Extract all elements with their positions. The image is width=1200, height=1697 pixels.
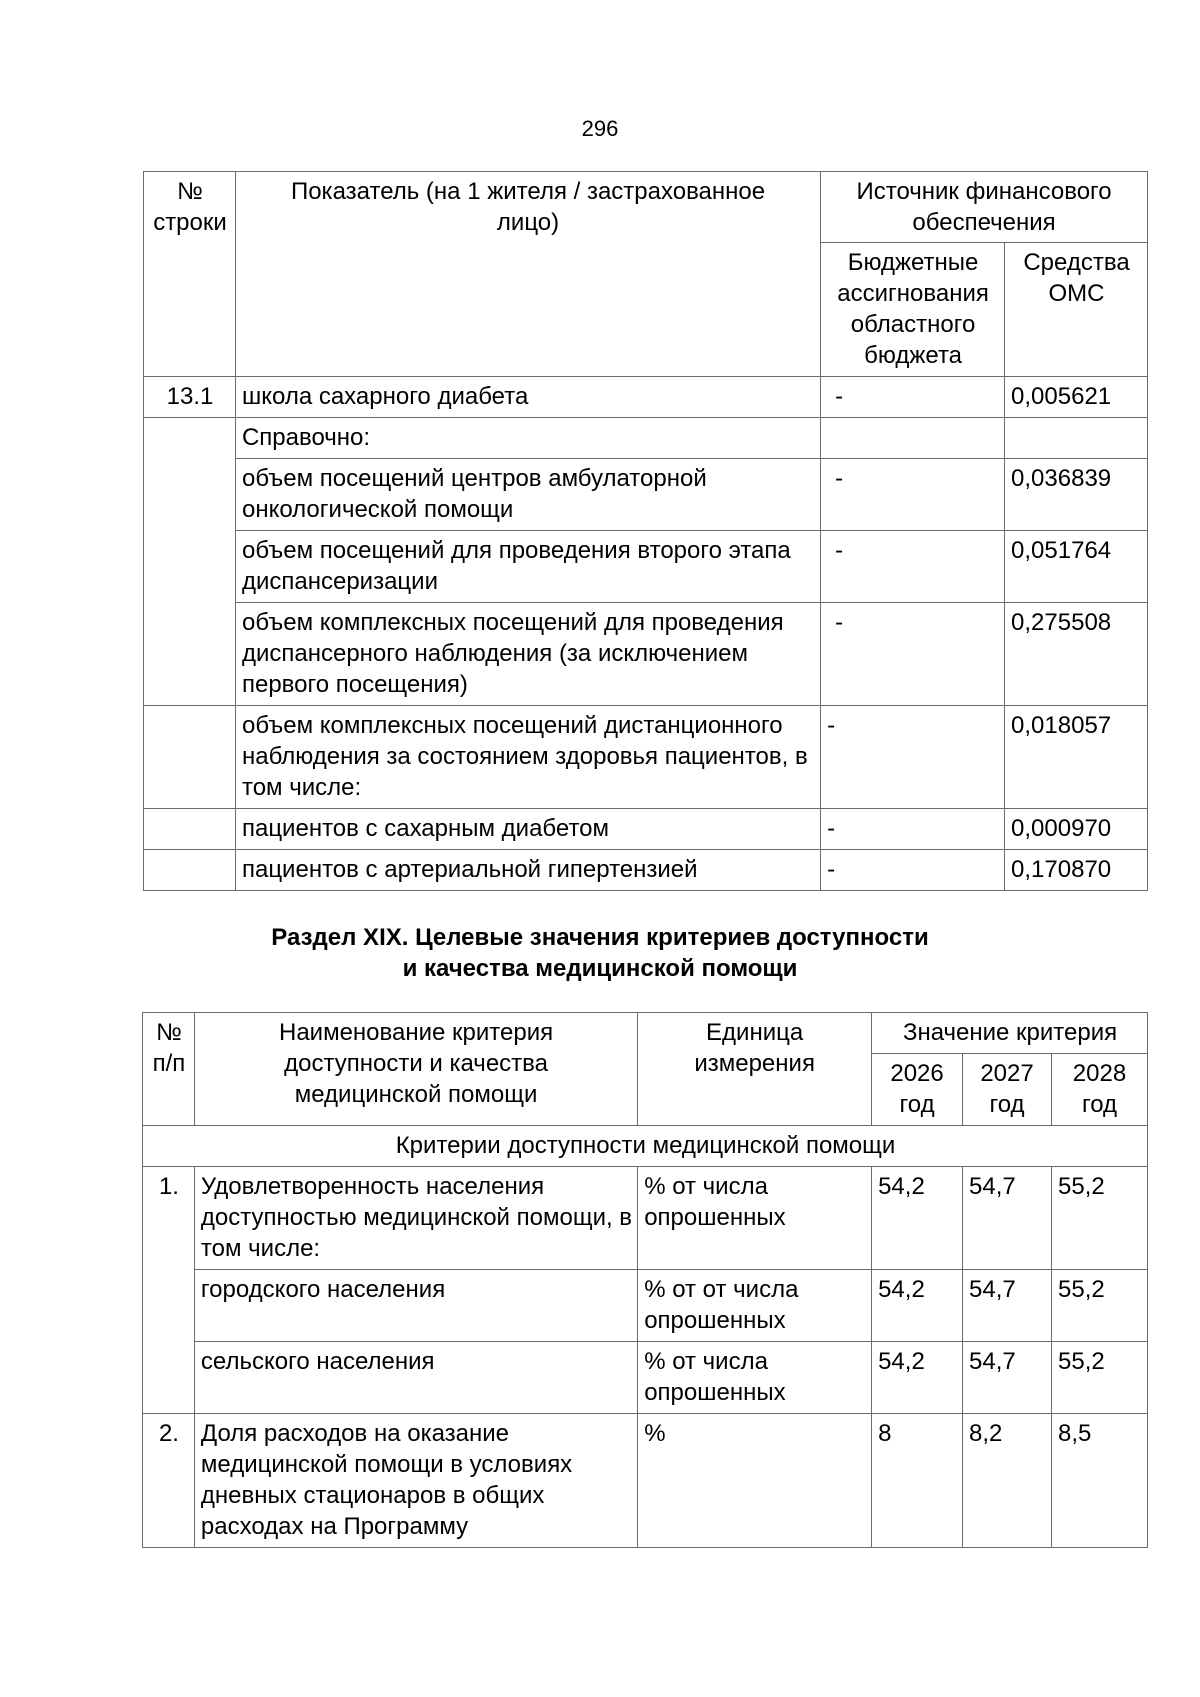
oms-value — [1005, 418, 1148, 459]
indicator-name: объем комплексных посещений дистанционного наблюдения за состоянием здоровья пациентов, в том числе: — [235, 706, 820, 809]
header-indicator: Показатель (на 1 жителя / застрахованное лицо) — [235, 172, 820, 377]
value-2027: 54,7 — [963, 1270, 1052, 1342]
unit-value: % от числа опрошенных — [638, 1342, 872, 1414]
indicator-name: Справочно: — [235, 418, 820, 459]
header-item-number: № п/п — [143, 1013, 195, 1126]
header-row-number: № строки — [144, 172, 236, 377]
page-number: 296 — [581, 116, 619, 141]
header-criterion-name: Наименование критерия доступности и качества медицинской помощи — [194, 1013, 637, 1126]
value-2027: 8,2 — [963, 1414, 1052, 1548]
budget-value: - — [821, 531, 1005, 603]
indicator-name: объем посещений для проведения второго этапа диспансеризации — [235, 531, 820, 603]
indicator-name: школа сахарного диабета — [235, 377, 820, 418]
section-heading-line1: Раздел XIX. Целевые значения критериев доступности — [271, 924, 929, 951]
budget-value: - — [821, 459, 1005, 531]
oms-value: 0,051764 — [1005, 531, 1148, 603]
row-number-empty — [144, 706, 236, 809]
value-2026: 54,2 — [872, 1270, 963, 1342]
header-unit: Единица измерения — [638, 1013, 872, 1126]
item-number: 2. — [143, 1414, 195, 1548]
criteria-table — [142, 1012, 1148, 1548]
value-2026: 54,2 — [872, 1167, 963, 1270]
row-number: 13.1 — [144, 377, 236, 418]
budget-value: - — [821, 809, 1005, 850]
value-2028: 8,5 — [1052, 1414, 1148, 1548]
budget-value: - — [821, 603, 1005, 706]
oms-value: 0,275508 — [1005, 603, 1148, 706]
budget-value — [821, 418, 1005, 459]
row-number-empty — [144, 809, 236, 850]
indicator-name: объем комплексных посещений для проведения диспансерного наблюдения (за исключением первого посещения) — [235, 603, 820, 706]
header-year-2028: 2028 год — [1052, 1054, 1148, 1126]
value-2028: 55,2 — [1052, 1167, 1148, 1270]
criterion-name: Доля расходов на оказание медицинской помощи в условиях дневных стационаров в общих расходах на Программу — [194, 1414, 637, 1548]
value-2026: 8 — [872, 1414, 963, 1548]
group-title: Критерии доступности медицинской помощи — [143, 1126, 1148, 1167]
header-criterion-value: Значение критерия — [872, 1013, 1148, 1054]
unit-value: % от от числа опрошенных — [638, 1270, 872, 1342]
criterion-name: сельского населения — [194, 1342, 637, 1414]
header-regional-budget: Бюджетные ассигнования областного бюджета — [821, 243, 1005, 377]
value-2027: 54,7 — [963, 1342, 1052, 1414]
budget-value: - — [821, 706, 1005, 809]
header-year-2027: 2027 год — [963, 1054, 1052, 1126]
value-2028: 55,2 — [1052, 1270, 1148, 1342]
indicator-name: пациентов с сахарным диабетом — [235, 809, 820, 850]
item-number: 1. — [143, 1167, 195, 1414]
unit-value: % от числа опрошенных — [638, 1167, 872, 1270]
financing-table — [143, 171, 1148, 891]
value-2027: 54,7 — [963, 1167, 1052, 1270]
row-number-empty — [144, 418, 236, 706]
indicator-name: пациентов с артериальной гипертензией — [235, 850, 820, 891]
header-funding-source: Источник финансового обеспечения — [821, 172, 1148, 243]
section-heading-line2: и качества медицинской помощи — [402, 955, 798, 982]
row-number-empty — [144, 850, 236, 891]
header-year-2026: 2026 год — [872, 1054, 963, 1126]
indicator-name: объем посещений центров амбулаторной онкологической помощи — [235, 459, 820, 531]
header-oms-funds: Средства ОМС — [1005, 243, 1148, 377]
unit-value: % — [638, 1414, 872, 1548]
oms-value: 0,018057 — [1005, 706, 1148, 809]
budget-value: - — [821, 850, 1005, 891]
oms-value: 0,036839 — [1005, 459, 1148, 531]
oms-value: 0,170870 — [1005, 850, 1148, 891]
value-2028: 55,2 — [1052, 1342, 1148, 1414]
value-2026: 54,2 — [872, 1342, 963, 1414]
criterion-name: Удовлетворенность населения доступностью медицинской помощи, в том числе: — [194, 1167, 637, 1270]
oms-value: 0,005621 — [1005, 377, 1148, 418]
oms-value: 0,000970 — [1005, 809, 1148, 850]
criterion-name: городского населения — [194, 1270, 637, 1342]
budget-value: - — [821, 377, 1005, 418]
section-heading — [0, 922, 1200, 984]
